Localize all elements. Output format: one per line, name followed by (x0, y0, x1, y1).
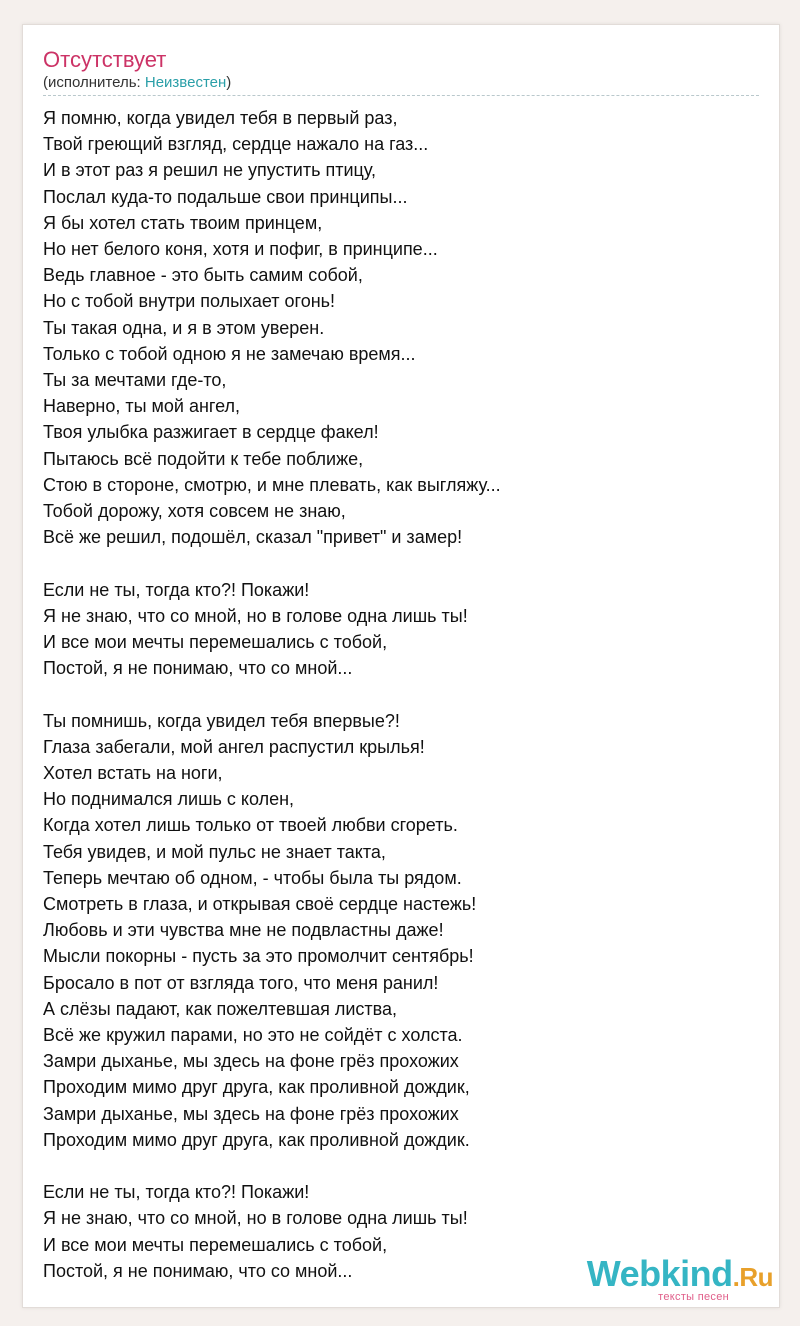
lyric-line: Проходим мимо друг друга, как проливной дождик. (43, 1129, 470, 1150)
lyric-line: Всё же решил, подошёл, сказал "привет" и замер! (43, 527, 463, 548)
song-header (43, 47, 759, 96)
lyric-line: Стою в стороне, смотрю, и мне плевать, как выгляжу... (43, 474, 501, 495)
lyric-line: Теперь мечтаю об одном, - чтобы была ты рядом. (43, 867, 462, 888)
artist-link[interactable]: Неизвестен (144, 74, 227, 91)
site-logo[interactable] (586, 1253, 773, 1303)
lyric-line: Любовь и эти чувства мне не подвластны даже! (43, 920, 444, 941)
lyrics-stanza (43, 105, 759, 550)
lyric-line: Глаза забегали, мой ангел распустил крылья! (43, 736, 425, 757)
logo-tld: .Ru (732, 1262, 773, 1292)
song-title: Отсутствует (43, 47, 167, 72)
lyric-line: И все мои мечты перемешались с тобой, (43, 1234, 388, 1255)
lyric-line: Если не ты, тогда кто?! Покажи! (43, 1182, 310, 1203)
lyric-line: Но с тобой внутри полыхает огонь! (43, 291, 336, 312)
lyric-line: Хотел встать на ноги, (43, 763, 223, 784)
lyric-line: Твоя улыбка разжигает в сердце факел! (43, 422, 379, 443)
lyric-line: Ты такая одна, и я в этом уверен. (43, 317, 325, 338)
lyric-line: Твой греющий взгляд, сердце нажало на газ... (43, 134, 429, 155)
lyric-line: И все мои мечты перемешались с тобой, (43, 632, 388, 653)
artist-prefix: (исполнитель: (43, 74, 145, 91)
lyric-line: Постой, я не понимаю, что со мной... (43, 1260, 353, 1281)
lyrics-card (22, 24, 780, 1308)
lyrics-body (43, 105, 759, 1284)
lyric-line: Мысли покорны - пусть за это промолчит сентябрь! (43, 946, 474, 967)
lyric-line: И в этот раз я решил не упустить птицу, (43, 160, 377, 181)
lyric-line: Я не знаю, что со мной, но в голове одна лишь ты! (43, 1208, 468, 1229)
lyric-line: Тебя увидев, и мой пульс не знает такта, (43, 841, 386, 862)
lyric-line: Я помню, когда увидел тебя в первый раз, (43, 108, 398, 128)
lyric-line: Постой, я не понимаю, что со мной... (43, 658, 353, 679)
lyric-line: Наверно, ты мой ангел, (43, 396, 241, 417)
lyric-line: Только с тобой одною я не замечаю время... (43, 343, 416, 364)
lyric-line: Пытаюсь всё подойти к тебе поближе, (43, 448, 364, 469)
lyrics-stanza (43, 577, 759, 682)
logo-wordmark (586, 1253, 773, 1295)
artist-suffix: ) (226, 74, 232, 91)
lyric-line: Ты за мечтами где-то, (43, 370, 227, 391)
lyric-line: Ведь главное - это быть самим собой, (43, 265, 363, 286)
stanza-gap (43, 1153, 759, 1179)
lyric-line: Замри дыханье, мы здесь на фоне грёз прохожих (43, 1051, 459, 1072)
logo-brand: Webkind (586, 1253, 733, 1294)
lyric-line: А слёзы падают, как пожелтевшая листва, (43, 998, 397, 1019)
lyric-line: Я не знаю, что со мной, но в голове одна лишь ты! (43, 605, 468, 626)
stanza-gap (43, 681, 759, 707)
stanza-gap (43, 550, 759, 576)
lyric-line: Замри дыханье, мы здесь на фоне грёз прохожих (43, 1103, 459, 1124)
lyric-line: Бросало в пот от взгляда того, что меня ранил! (43, 972, 439, 993)
logo-tagline: тексты песен (658, 1291, 729, 1303)
lyric-line: Если не ты, тогда кто?! Покажи! (43, 579, 310, 600)
lyric-line: Всё же кружил парами, но это не сойдёт с холста. (43, 1025, 463, 1046)
artist-line (43, 73, 759, 96)
lyric-line: Смотреть в глаза, и открывая своё сердце настежь! (43, 894, 477, 915)
lyrics-stanza (43, 708, 759, 1153)
lyric-line: Но поднимался лишь с колен, (43, 789, 295, 810)
lyric-line: Послал куда-то подальше свои принципы... (43, 186, 408, 207)
lyric-line: Когда хотел лишь только от твоей любви сгореть. (43, 815, 458, 836)
lyric-line: Проходим мимо друг друга, как проливной дождик, (43, 1077, 470, 1098)
lyric-line: Ты помнишь, когда увидел тебя впервые?! (43, 710, 400, 731)
lyric-line: Но нет белого коня, хотя и пофиг, в принципе... (43, 239, 438, 260)
lyric-line: Я бы хотел стать твоим принцем, (43, 212, 323, 233)
lyric-line: Тобой дорожу, хотя совсем не знаю, (43, 501, 346, 522)
